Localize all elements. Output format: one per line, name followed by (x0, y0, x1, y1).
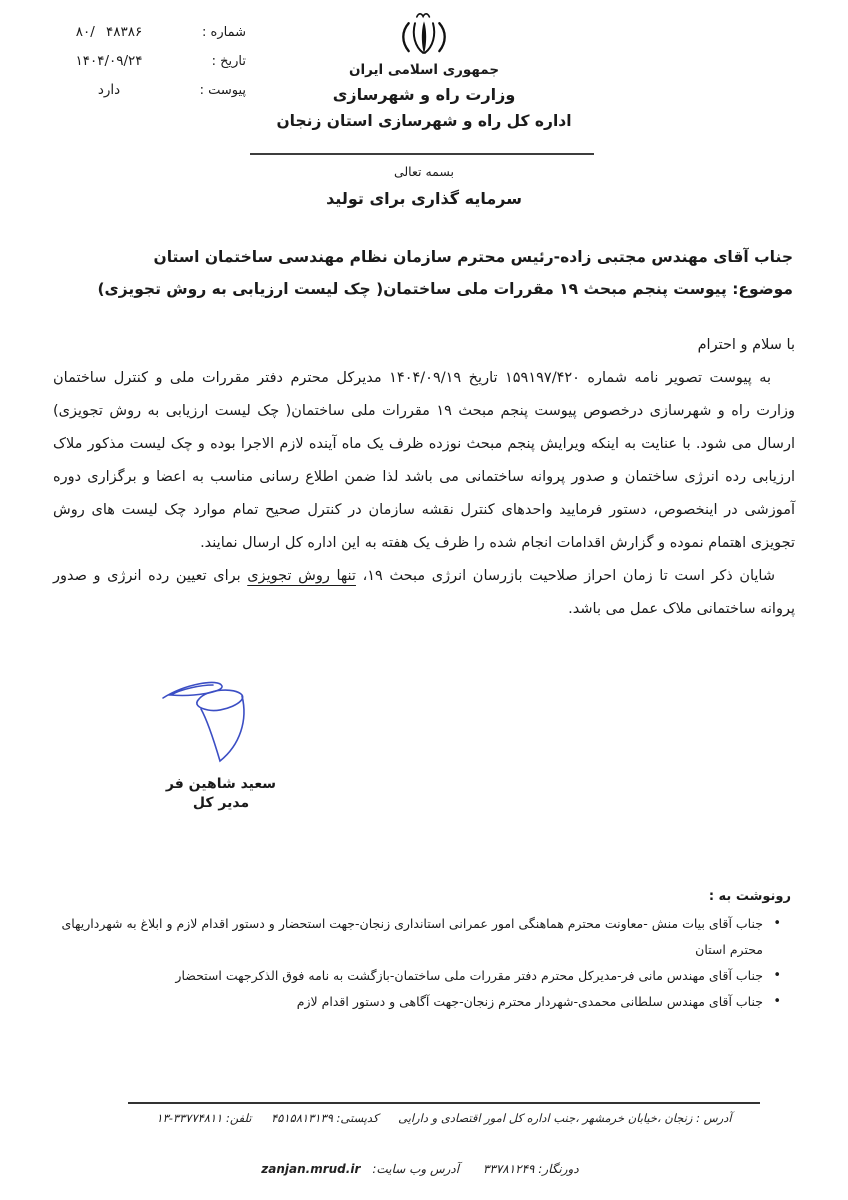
cc-item-text: جناب آقای مهندس سلطانی محمدی-شهردار محترم زنجان-جهت آگاهی و دستور اقدام لازم (296, 994, 763, 1009)
cc-item-text: جناب آقای مهندس مانی فر-مدیرکل محترم دفتر مقررات ملی ساختمان-بازگشت به نامه فوق الذکرجهت استحضار (175, 968, 763, 983)
reference-block (36, 24, 246, 111)
org-country-line: جمهوری اسلامی ایران (348, 62, 500, 78)
paragraph-2-underlined-phrase: تنها روش تجویزی (247, 568, 356, 584)
bullet-icon: • (773, 968, 781, 983)
letter-body (53, 329, 795, 626)
letter-date-value: ۱۴۰۴/۰۹/۲۴ (75, 53, 143, 69)
org-header (244, 8, 604, 130)
org-department-line: اداره کل راه و شهرسازی استان زنجان (276, 112, 572, 130)
org-ministry-line: وزارت راه و شهرسازی (332, 85, 516, 104)
footer-website-label: آدرس وب سایت: (372, 1162, 460, 1176)
footer-divider (128, 1102, 760, 1104)
cc-item (60, 963, 791, 989)
signer-name: سعید شاهین فر (165, 776, 277, 792)
footer-address: آدرس : زنجان ،خیابان خرمشهر ،جنب اداره کل امور اقتصادی و دارایی (398, 1111, 732, 1125)
signature-block (146, 668, 296, 811)
letter-attachment-row (36, 82, 246, 98)
year-slogan-line: سرمایه گذاری برای تولید (326, 189, 522, 208)
body-paragraph-1: به پیوست تصویر نامه شماره ۱۵۹۱۹۷/۴۲۰ تاریخ ۱۴۰۴/۰۹/۱۹ مدیرکل محترم دفتر مقررات ملی و کنترل ساختمان وزارت راه و شهرسازی درخصوص پیوست پنجم مبحث ۱۹ مقررات ملی ساختمان( چک لیست ارزیابی به روش تجویزی) ارسال می شود. با عنایت به اینکه ویرایش پنجم مبحث نوزده ظرف یک ماه آینده لازم الاجرا بوده و چک لیست مذکور ملاک ارزیابی رده انرژی ساختمان و صدور پروانه ساختمانی می باشد لذا ضمن اطلاع رسانی مناسب به اعضا و برگزاری دوره آموزشی در اینخصوص، دستور فرمایید واحدهای کنترل نقشه سازمان در کنترل صحیح تمام موارد چک لیست های روش تجویزی اهتمام نموده و گزارش اقدامات انجام شده را ظرف یک هفته به این اداره کل ارسال نمایند. (53, 370, 795, 551)
bullet-icon: • (773, 916, 781, 931)
cc-block (60, 889, 791, 1015)
cc-item (60, 911, 791, 963)
footer-postal-code: کدپستی: ۴۵۱۵۸۱۳۱۳۹ (271, 1111, 379, 1125)
body-paragraph-2 (53, 560, 795, 626)
paragraph-2-tail: برای تعیین رده انرژی و صدور پروانه ساختمانی ملاک عمل می باشد. (53, 568, 795, 617)
letter-number-row (36, 24, 246, 40)
website-link[interactable]: zanjan.mrud.ir (261, 1162, 361, 1176)
signature-scribble-icon (157, 668, 285, 770)
letter-number-label: شماره : (202, 24, 246, 40)
footer-phone: تلفن: ۳۳۷۷۴۸۱۱-۱۳ (156, 1111, 252, 1125)
letter-date-row (36, 53, 246, 69)
cc-list (60, 911, 791, 1015)
letter-attachment-value: دارد (97, 82, 121, 98)
footer-contact-line (0, 1162, 848, 1176)
recipient-line: جناب آقای مهندس مجتبی زاده-رئیس محترم سازمان نظام مهندسی ساختمان استان (153, 248, 793, 266)
bullet-icon: • (773, 994, 781, 1009)
salutation-line: با سلام و احترام (697, 337, 795, 353)
header-divider (250, 153, 594, 155)
iran-emblem-icon (397, 8, 451, 60)
signer-title: مدیر کل (192, 795, 250, 811)
cc-label: رونوشت به : (708, 889, 791, 904)
paragraph-2-lead: شایان ذکر است تا زمان احراز صلاحیت بازرسان انرژی مبحث ۱۹، (355, 568, 775, 584)
cc-item-text: جناب آقای بیات منش -معاونت محترم هماهنگی امور عمرانی استانداری زنجان-جهت استحضار و دستور اقدام لازم و ابلاغ به شهرداریهای محترم استان (61, 916, 763, 957)
letter-date-label: تاریخ : (211, 53, 246, 69)
letter-attachment-label: پیوست : (199, 82, 246, 98)
cc-item (60, 989, 791, 1015)
besmellah-line: بسمه تعالی (393, 164, 455, 179)
footer-address-line (128, 1111, 760, 1125)
subject-line: موضوع: پیوست پنجم مبحث ۱۹ مقررات ملی ساختمان( چک لیست ارزیابی به روش تجویزی) (97, 280, 793, 298)
footer-fax: دورنگار: ۳۳۷۸۱۲۴۹ (482, 1162, 579, 1176)
letter-number-value: ۸۰/ ۴۸۳۸۶ (75, 24, 143, 40)
